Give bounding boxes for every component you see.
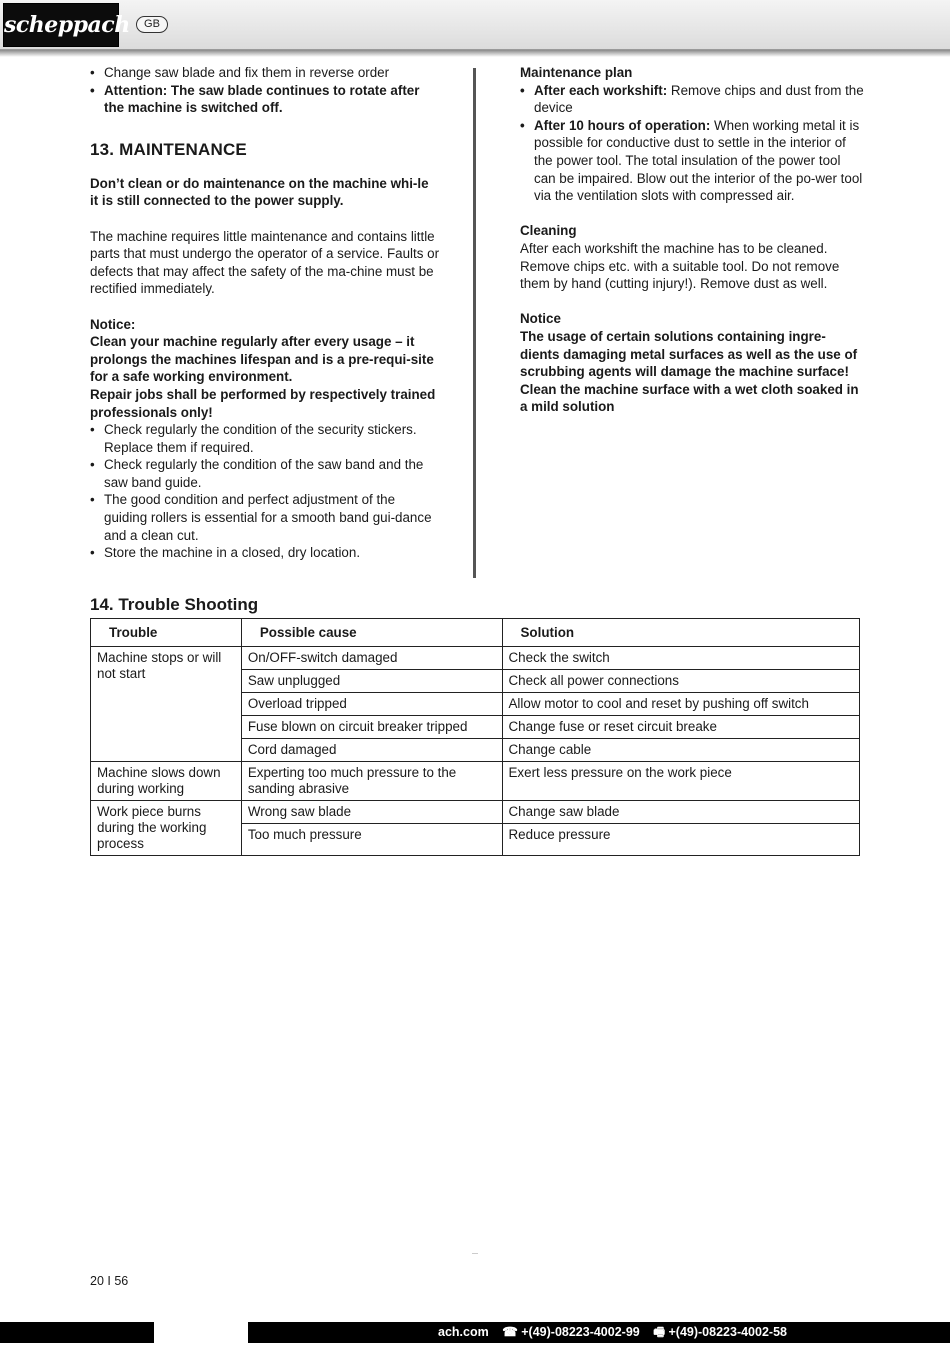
solution-cell: Check all power connections <box>502 670 860 693</box>
section-title-maintenance: 13. MAINTENANCE <box>90 139 247 159</box>
notice-title: Notice <box>520 311 561 327</box>
list-item: • After each workshift: Remove chips and dust from the device <box>520 82 864 116</box>
table-row <box>91 647 860 670</box>
solution-cell: Reduce pressure <box>502 824 860 856</box>
section-title-trouble-shooting: 14. Trouble Shooting <box>90 595 259 614</box>
table-row <box>91 801 860 824</box>
table-header-row <box>91 619 860 647</box>
cause-cell: Wrong saw blade <box>241 801 502 824</box>
list-item: • Check regularly the condition of the saw band and the saw band guide. <box>90 457 424 490</box>
notice-text-cloth: Clean the machine surface with a wet cloth soaked in a mild solution <box>520 381 859 415</box>
list-item: • The good condition and perfect adjustment of the guiding rollers is essential for a smooth band gui-dance and a clean cut. <box>90 492 432 543</box>
page-number: 20 I 56 <box>90 1274 129 1288</box>
brand-logo: scheppach <box>3 3 119 47</box>
trouble-cell: Machine stops or will not start <box>91 647 242 762</box>
maintenance-paragraph: The machine requires little maintenance and contains little parts that must undergo the operator of a service. Faults or defects that may affect the safety of the ma-chine must be rectified immediately. <box>90 228 440 297</box>
column-header: Possible cause <box>241 619 502 647</box>
column-header: Solution <box>502 619 860 647</box>
maintenance-warning: Don’t clean or do maintenance on the machine whi-le it is still connected to the power supply. <box>90 175 429 209</box>
cleaning-title: Cleaning <box>520 223 577 239</box>
maintenance-plan-list <box>520 82 865 205</box>
footer-contact <box>438 1323 797 1342</box>
left-column <box>90 64 440 562</box>
maintenance-bullet-list <box>90 421 440 562</box>
cause-cell: Saw unplugged <box>241 670 502 693</box>
cause-cell: Fuse blown on circuit breaker tripped <box>241 716 502 739</box>
cause-cell: Cord damaged <box>241 739 502 762</box>
solution-cell: Allow motor to cool and reset by pushing off switch <box>502 693 860 716</box>
fax-number: 🖷 +(49)-08223-4002-58 <box>653 1325 787 1339</box>
phone-number: ☎ +(49)-08223-4002-99 <box>502 1325 640 1339</box>
divider-mark <box>472 1253 478 1254</box>
language-badge: GB <box>136 16 168 33</box>
footer-gap <box>154 1322 248 1343</box>
notice-text: Clean your machine regularly after every usage – it prolongs the machines lifespan and is a pre-requi-site for a safe working environment. <box>90 334 434 385</box>
right-column <box>520 64 865 416</box>
list-item: • Attention: The saw blade continues to rotate after the machine is switched off. <box>90 82 420 116</box>
trouble-cell: Machine slows down during working <box>91 762 242 801</box>
cause-cell: Overload tripped <box>241 693 502 716</box>
column-header: Trouble <box>91 619 242 647</box>
cleaning-text: After each workshift the machine has to be cleaned. Remove chips etc. with a suitable tool. Do not remove them by hand (cutting injury!). Remove dust as well. <box>520 240 840 292</box>
solution-cell: Change fuse or reset circuit breake <box>502 716 860 739</box>
notice-label: Notice: <box>90 316 136 332</box>
list-item: • Check regularly the condition of the security stickers. Replace them if required. <box>90 422 417 455</box>
solution-cell: Exert less pressure on the work piece <box>502 762 860 801</box>
cause-cell: Experting too much pressure to the sanding abrasive <box>241 762 502 801</box>
page-header <box>0 0 950 50</box>
notice-text: The usage of certain solutions containing ingre-dients damaging metal surfaces as well as the use of scrubbing agents will damage the machine surface! <box>520 328 858 380</box>
solution-cell: Change cable <box>502 739 860 762</box>
solution-cell: Check the switch <box>502 647 860 670</box>
cause-cell: On/OFF-switch damaged <box>241 647 502 670</box>
trouble-cell: Work piece burns during the working process <box>91 801 242 856</box>
list-item: • After 10 hours of operation: When working metal it is possible for conductive dust to settle in the interior of the power tool. The total insulation of the power tool can be impaired. Blow out the interior of the po-wer tool via the ventilation slots with compressed air. <box>520 117 863 204</box>
intro-bullet-list <box>90 64 440 117</box>
list-item: • Store the machine in a closed, dry location. <box>90 545 361 561</box>
table-row <box>91 762 860 801</box>
trouble-shooting-table <box>90 618 860 856</box>
cause-cell: Too much pressure <box>241 824 502 856</box>
column-divider <box>473 68 476 578</box>
solution-cell: Change saw blade <box>502 801 860 824</box>
header-shadow <box>0 50 950 57</box>
maintenance-plan-title: Maintenance plan <box>520 65 633 80</box>
list-item: • Change saw blade and fix them in reverse order <box>90 65 390 80</box>
website-link[interactable]: ach.com <box>438 1325 489 1339</box>
repair-text: Repair jobs shall be performed by respectively trained professionals only! <box>90 386 436 420</box>
